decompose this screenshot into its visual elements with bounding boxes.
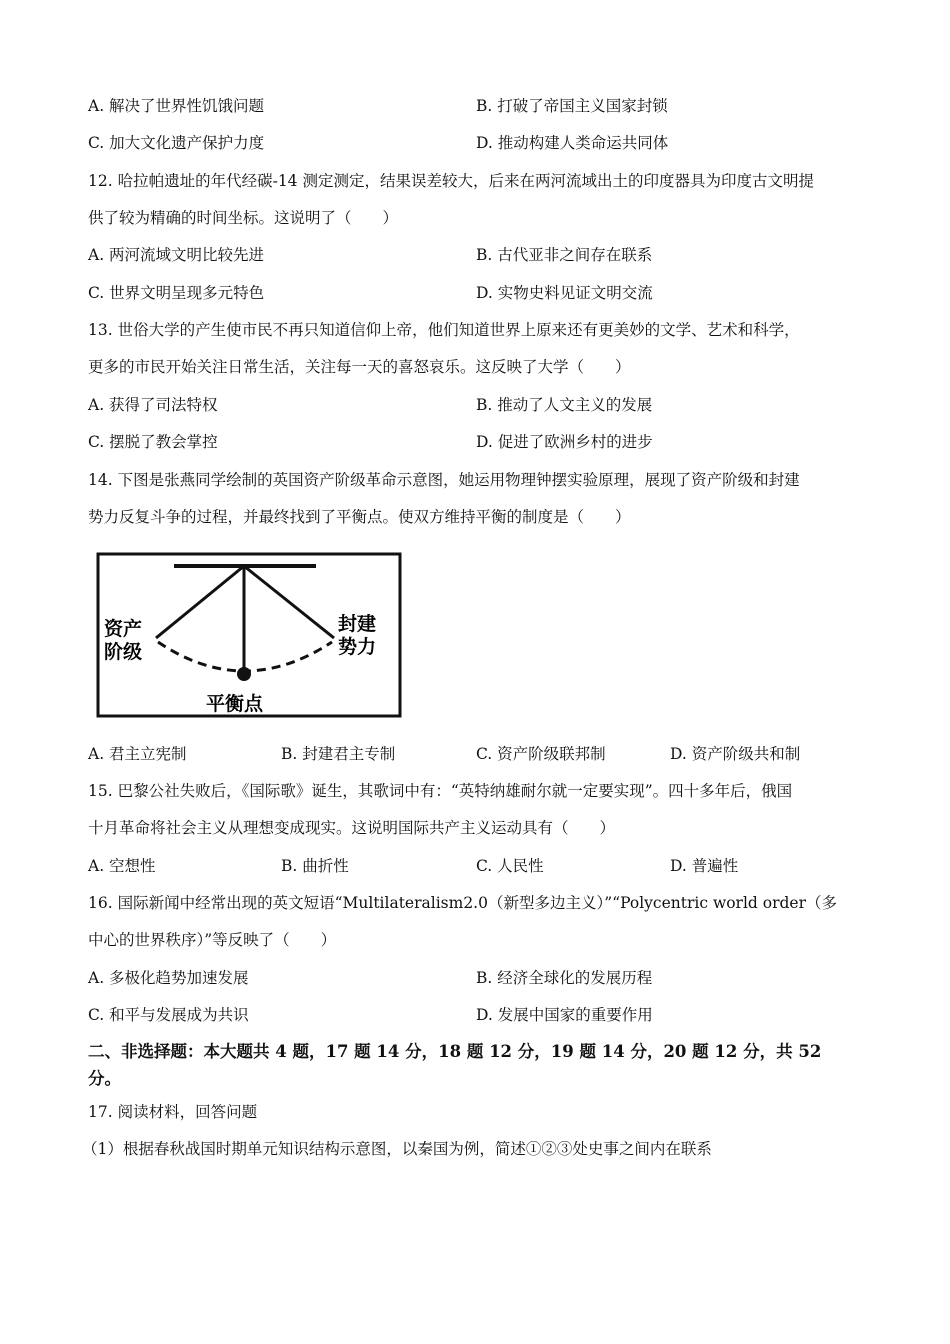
q14-option-c: C. 资产阶级联邦制 — [476, 745, 606, 763]
q14-stem-line2: 势力反复斗争的过程，并最终找到了平衡点。使双方维持平衡的制度是（ ） — [88, 508, 631, 526]
q15-stem-line1: 15. 巴黎公社失败后，《国际歌》诞生，其歌词中有：“英特纳雄耐尔就一定要实现”。四十多年后，俄国 — [88, 782, 793, 800]
q16-option-b: B. 经济全球化的发展历程 — [476, 969, 653, 987]
q13-stem-line1: 13. 世俗大学的产生使市民不再只知道信仰上帝，他们知道世界上原来还有更美妙的文学、艺术和科学， — [88, 321, 800, 339]
q14-stem-line1: 14. 下图是张燕同学绘制的英国资产阶级革命示意图，她运用物理钟摆实验原理，展现了资产阶级和封建 — [88, 471, 800, 489]
q13-stem-line2: 更多的市民开始关注日常生活，关注每一天的喜怒哀乐。这反映了大学（ ） — [88, 358, 631, 376]
q13-option-d: D. 促进了欧洲乡村的进步 — [476, 433, 653, 451]
q12-option-b: B. 古代亚非之间存在联系 — [476, 246, 653, 264]
label-bourgeoisie-1: 资产 — [104, 618, 143, 640]
q15-stem-line2: 十月革命将社会主义从理想变成现实。这说明国际共产主义运动具有（ ） — [88, 819, 616, 837]
q12-option-c: C. 世界文明呈现多元特色 — [88, 284, 265, 302]
q12-stem-line1: 12. 哈拉帕遗址的年代经碳-14 测定测定，结果误差较大，后来在两河流域出土的印度器具为印度古文明提 — [88, 172, 814, 190]
section2-heading-line2: 分。 — [88, 1069, 121, 1088]
q14-option-b: B. 封建君主专制 — [281, 745, 396, 763]
label-bourgeoisie-2: 阶级 — [104, 641, 143, 663]
q13-option-b: B. 推动了人文主义的发展 — [476, 396, 653, 414]
pendulum-diagram — [94, 548, 406, 722]
q16-option-a: A. 多极化趋势加速发展 — [88, 969, 249, 987]
pendulum-rope-left — [156, 566, 244, 638]
q13-option-a: A. 获得了司法特权 — [88, 396, 218, 414]
q17-subquestion-1: （1）根据春秋战国时期单元知识结构示意图，以秦国为例，简述①②③处史事之间内在联系 — [82, 1140, 712, 1158]
q12-option-a: A. 两河流域文明比较先进 — [88, 246, 265, 264]
label-feudal-2: 势力 — [338, 636, 377, 658]
q12-stem-line2: 供了较为精确的时间坐标。这说明了（ ） — [88, 209, 399, 227]
pendulum-bob — [237, 667, 251, 681]
q15-option-a: A. 空想性 — [88, 857, 156, 875]
q15-option-c: C. 人民性 — [476, 857, 544, 875]
q16-option-d: D. 发展中国家的重要作用 — [476, 1006, 653, 1024]
q13-option-c: C. 摆脱了教会掌控 — [88, 433, 218, 451]
section2-heading-line1: 二、非选择题：本大题共 4 题，17 题 14 分，18 题 12 分，19 题 14 分，20 题 12 分，共 52 — [88, 1042, 822, 1061]
label-balance-point: 平衡点 — [206, 693, 264, 715]
q14-option-d: D. 资产阶级共和制 — [670, 745, 801, 763]
q17-stem: 17. 阅读材料，回答问题 — [88, 1103, 258, 1121]
diagram-frame — [98, 554, 400, 716]
q16-stem-line1: 16. 国际新闻中经常出现的英文短语“Multilateralism2.0（新型多边主义）”“Polycentric world order（多 — [88, 894, 838, 912]
q15-option-b: B. 曲折性 — [281, 857, 349, 875]
pendulum-rope-right — [244, 566, 334, 638]
q11-option-c: C. 加大文化遗产保护力度 — [88, 134, 265, 152]
q16-stem-line2: 中心的世界秩序）”等反映了（ ） — [88, 931, 337, 949]
q11-option-d: D. 推动构建人类命运共同体 — [476, 134, 669, 152]
label-feudal-1: 封建 — [338, 613, 377, 635]
q11-option-a: A. 解决了世界性饥饿问题 — [88, 97, 265, 115]
q11-option-b: B. 打破了帝国主义国家封锁 — [476, 97, 668, 115]
q15-option-d: D. 普遍性 — [670, 857, 739, 875]
q12-option-d: D. 实物史料见证文明交流 — [476, 284, 653, 302]
q16-option-c: C. 和平与发展成为共识 — [88, 1006, 249, 1024]
q14-option-a: A. 君主立宪制 — [88, 745, 187, 763]
